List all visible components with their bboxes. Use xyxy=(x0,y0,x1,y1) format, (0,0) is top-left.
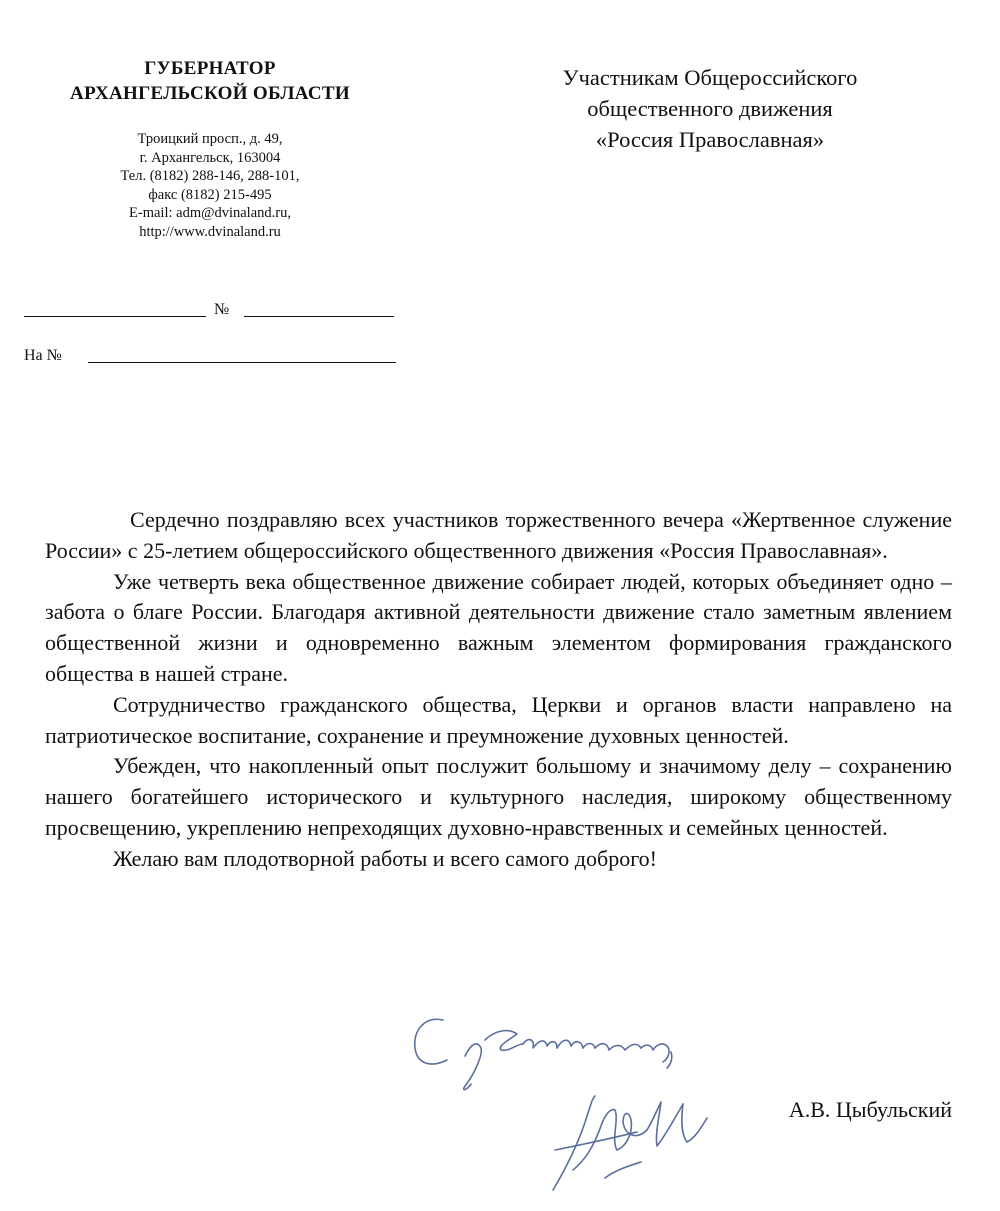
addressee-block xyxy=(500,62,920,155)
sender-block xyxy=(24,56,396,241)
sender-address xyxy=(24,130,396,241)
paragraph-cooperation: Сотрудничество гражданского общества, Церкви и органов власти направлено на патриотическое воспитание, сохранение и преумножение духовных ценностей. xyxy=(45,691,952,748)
number-sign: № xyxy=(214,301,230,318)
addressee-line: общественного движения xyxy=(587,96,833,121)
address-line: Троицкий просп., д. 49, xyxy=(137,131,283,147)
sender-title-line2: АРХАНГЕЛЬСКОЙ ОБЛАСТИ xyxy=(70,83,350,104)
website-line: http://www.dvinaland.ru xyxy=(139,223,281,240)
registration-number-line xyxy=(24,297,396,321)
letter-body xyxy=(45,505,952,875)
sender-title-line1: ГУБЕРНАТОР xyxy=(144,58,276,79)
handwritten-signature xyxy=(405,1000,725,1195)
reference-number-line xyxy=(24,343,396,367)
email-line: E-mail: adm@dvinaland.ru, xyxy=(129,205,291,221)
addressee-line: «Россия Православная» xyxy=(595,127,825,152)
addressee-line: Участникам Общероссийского xyxy=(562,65,858,90)
paragraph-wishes: Желаю вам плодотворной работы и всего самого доброго! xyxy=(113,845,657,871)
paragraph-greeting: Сердечно поздравляю всех участников торжественного вечера «Жертвенное служение России» с 25-летием общероссийского общественного движения «Россия Православная». xyxy=(45,507,952,563)
reference-blank xyxy=(88,362,396,363)
fax-line: факс (8182) 215-495 xyxy=(148,186,272,203)
phone-line: Тел. (8182) 288-146, 288-101, xyxy=(120,168,300,184)
date-blank xyxy=(24,316,206,317)
number-blank xyxy=(244,316,394,317)
paragraph-history: Уже четверть века общественное движение собирает людей, которых объединяет одно – забота о благе России. Благодаря активной деятельности движение стало заметным явлением общественной жизни и одновременно важным элементом формирования гражданского общества в нашей стране. xyxy=(45,568,952,686)
signer-name: А.В. Цыбульский xyxy=(788,1097,952,1122)
paragraph-conviction: Убежден, что накопленный опыт послужит большому и значимому делу – сохранению нашего богатейшего исторического и культурного наследия, широкому общественному просвещению, укреплению непреходящих духовно-нравственных и семейных ценностей. xyxy=(45,753,952,840)
reference-label: На № xyxy=(24,347,62,364)
address-line: г. Архангельск, 163004 xyxy=(139,149,281,166)
